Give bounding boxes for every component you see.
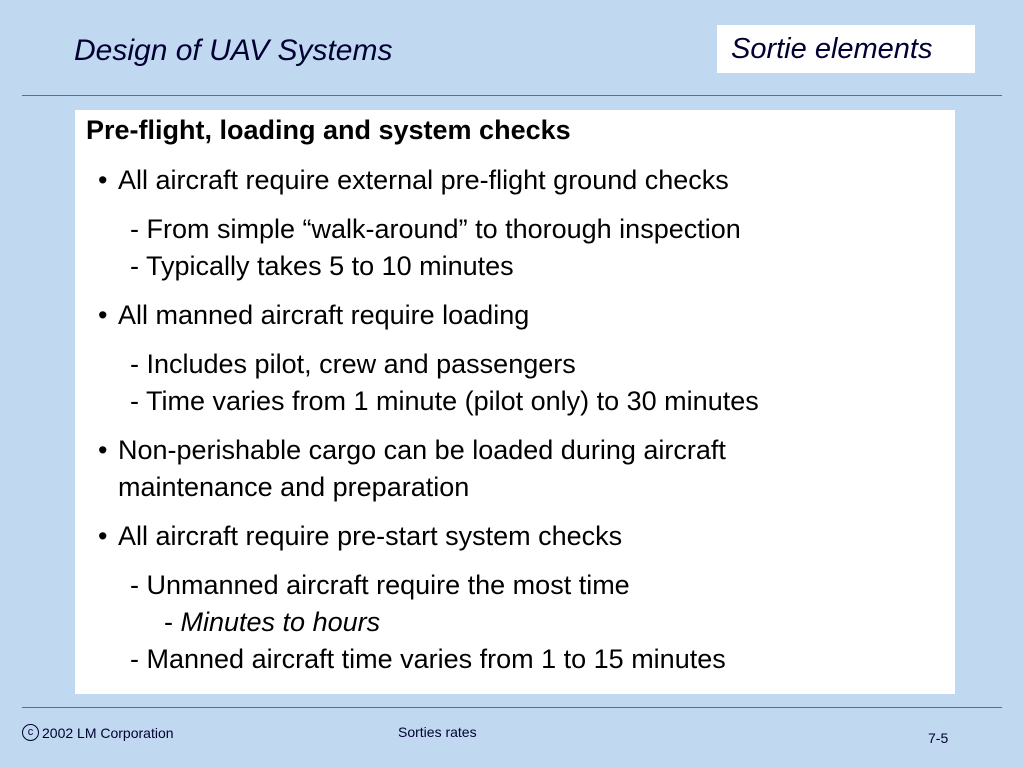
bullet-item: All manned aircraft require loading [118,300,530,330]
page-number: 7-5 [928,730,949,746]
bullet-item-continuation: maintenance and preparation [118,472,470,502]
bullet-marker: • [98,521,108,551]
sub-item: - Includes pilot, crew and passengers [130,349,576,379]
bullet-item: All aircraft require pre-start system checks [118,521,623,551]
bullet-marker: • [98,435,108,465]
content-heading: Pre-flight, loading and system checks [86,115,571,145]
section-label-box [717,25,975,73]
top-divider [22,95,1002,96]
copyright-icon: c [22,724,39,741]
sub-item: - Time varies from 1 minute (pilot only) to 30 minutes [130,386,759,416]
bullet-marker: • [98,300,108,330]
section-label: Sortie elements [731,33,933,65]
sub-item: - Unmanned aircraft require the most time [130,570,630,600]
bullet-marker: • [98,165,108,195]
bullet-item: Non-perishable cargo can be loaded during aircraft [118,435,726,465]
footer-copyright [22,724,174,741]
sub-sub-dash: - [164,607,173,637]
sub-sub-item [164,606,380,638]
bottom-divider [22,707,1002,708]
copyright-text: 2002 LM Corporation [42,724,174,741]
slide-title: Design of UAV Systems [74,34,393,67]
sub-item: - Manned aircraft time varies from 1 to 15 minutes [130,644,726,674]
content-box [75,110,955,694]
sub-sub-text: Minutes to hours [180,607,381,637]
sub-item: - Typically takes 5 to 10 minutes [130,251,514,281]
sub-item: - From simple “walk-around” to thorough inspection [130,214,741,244]
bullet-item: All aircraft require external pre-flight ground checks [118,165,729,195]
footer-center-text: Sorties rates [398,724,477,740]
